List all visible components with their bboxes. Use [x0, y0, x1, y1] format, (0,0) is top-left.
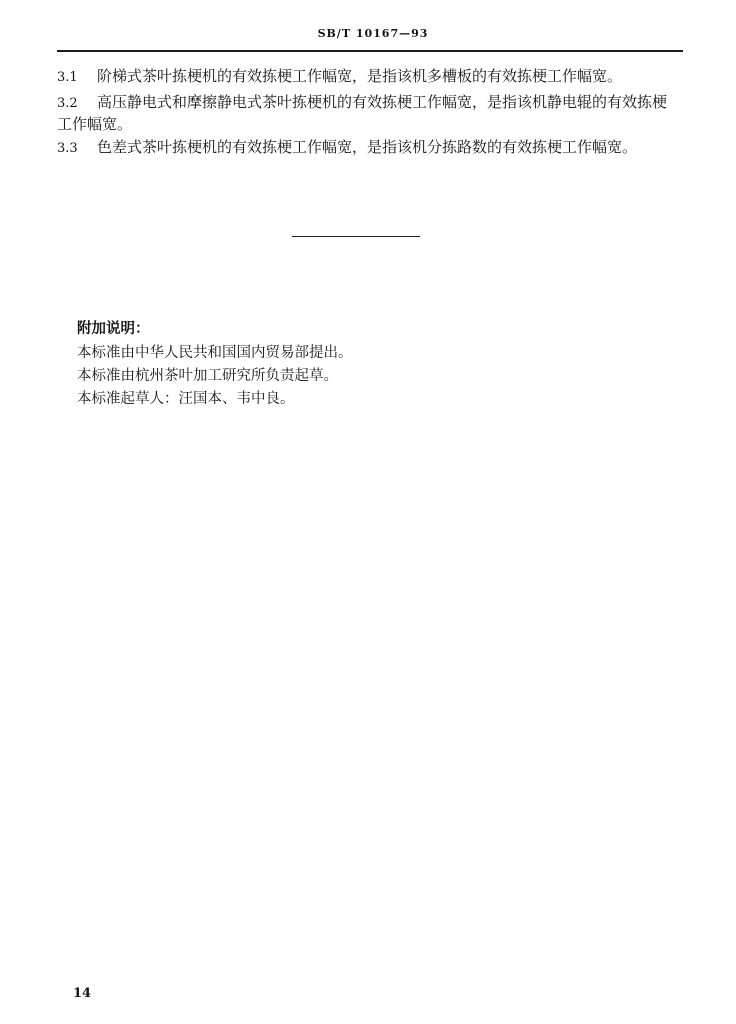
clause-3-3 [57, 138, 637, 158]
notes-title: 附加说明： [77, 320, 150, 337]
clause-text: 阶梯式茶叶拣梗机的有效拣梗工作幅宽，是指该机多槽板的有效拣梗工作幅宽。 [97, 67, 623, 85]
clause-number: 3.2 [57, 96, 78, 111]
clause-number: 3.1 [57, 70, 78, 85]
page-number: 14 [73, 986, 92, 1001]
clause-text: 高压静电式和摩擦静电式茶叶拣梗机的有效拣梗工作幅宽，是指该机静电辊的有效拣梗 [97, 93, 668, 111]
clause-number: 3.3 [57, 141, 78, 156]
notes-line: 本标准起草人：汪国本、韦中良。 [77, 391, 295, 407]
standard-code-header: SB/T 10167—93 [317, 27, 429, 40]
clause-text: 工作幅宽。 [57, 115, 133, 133]
notes-line: 本标准由中华人民共和国国内贸易部提出。 [77, 345, 353, 361]
notes-line: 本标准由杭州茶叶加工研究所负责起草。 [77, 368, 338, 384]
clause-3-1 [57, 67, 622, 87]
clause-text: 色差式茶叶拣梗机的有效拣梗工作幅宽，是指该机分拣路数的有效拣梗工作幅宽。 [97, 138, 638, 156]
clause-3-2 [57, 93, 667, 113]
clause-3-2-continuation [57, 115, 132, 133]
header-divider [57, 50, 683, 52]
end-of-text-rule [292, 236, 420, 237]
